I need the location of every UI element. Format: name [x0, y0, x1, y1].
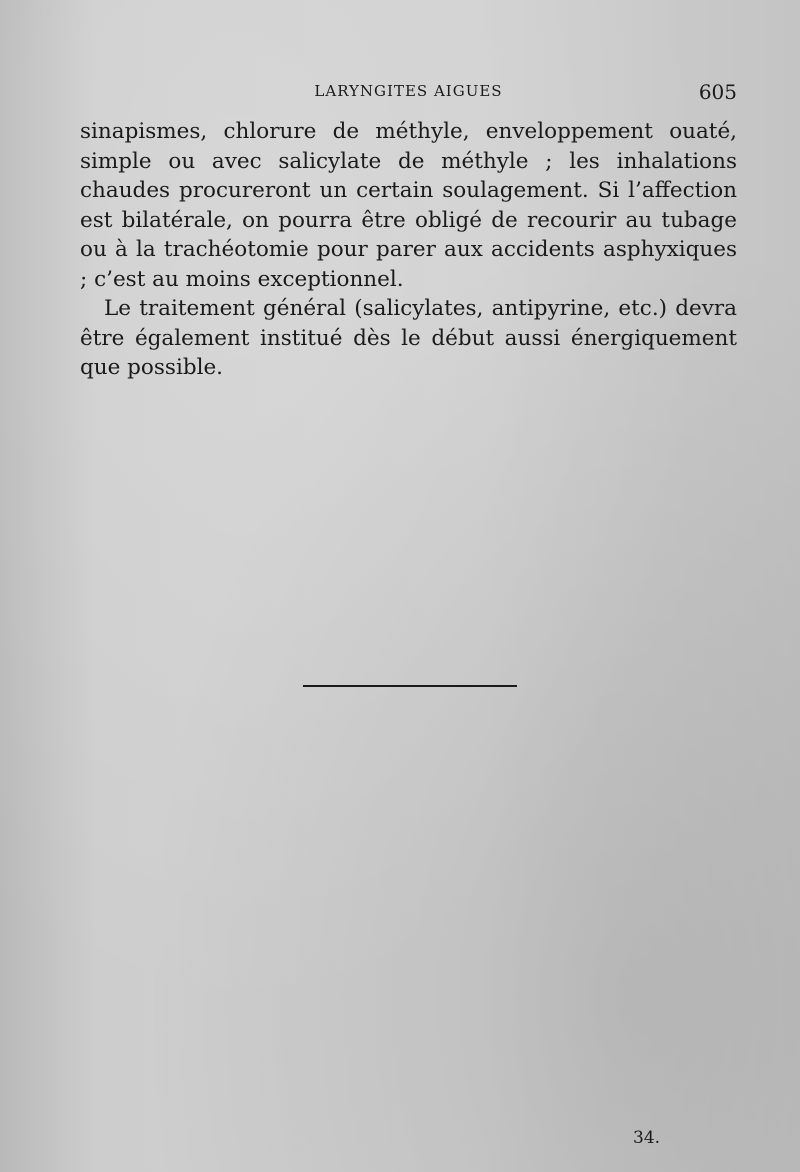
paragraph: sinapismes, chlorure de méthyle, enveloppement ouaté, simple ou avec salicylate de méthyle ; les inhalations chaudes procureront un certain soulagement. Si l’affection est bilatérale, on pourra être obligé de recourir au tubage ou à la trachéotomie pour parer aux accidents asphyxiques ; c’est au moins exceptionnel. [80, 119, 737, 292]
page-number: 605 [698, 80, 737, 104]
section-end-rule [303, 685, 517, 687]
running-head [80, 82, 737, 106]
running-title: LARYNGITES AIGUES [314, 82, 503, 100]
signature-mark: 34. [633, 1128, 661, 1148]
paragraph: Le traitement général (salicylates, antipyrine, etc.) devra être également institué dès le début aussi énergiquement que possible. [80, 296, 737, 380]
body-text [80, 117, 737, 383]
